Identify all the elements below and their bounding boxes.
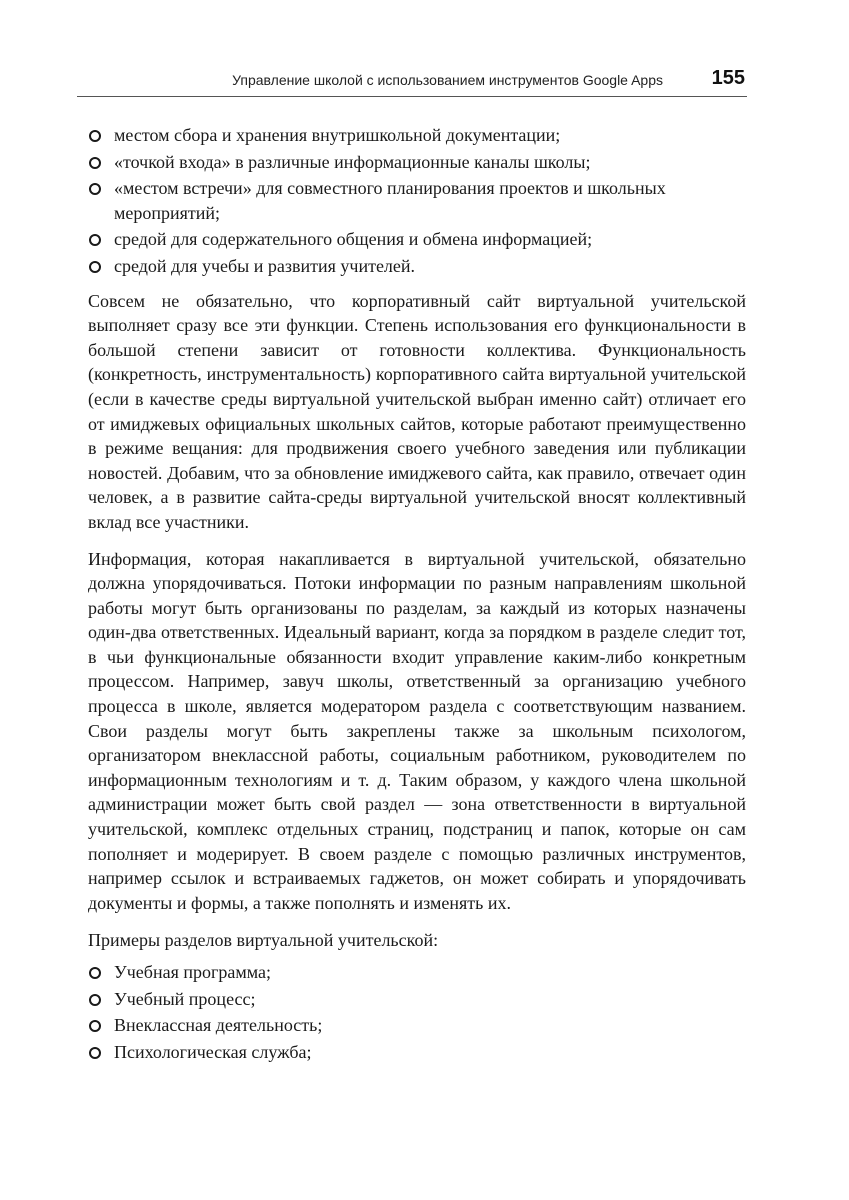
list-item-text: средой для учебы и развития учителей. bbox=[114, 255, 416, 276]
page-header bbox=[77, 66, 747, 97]
bullet-icon bbox=[89, 183, 101, 195]
list-item-text: «местом встречи» для совместного планирования проектов и школьных мероприятий; bbox=[114, 178, 666, 223]
page-body bbox=[88, 123, 746, 1066]
paragraph: Информация, которая накапливается в виртуальной учительской, обязательно должна упорядочиваться. Потоки информации по разным направлениям школьной работы могут быть организованы по разделам, за каждый из которых назначены один-два ответственных. Идеальный вариант, когда за порядком в разделе следит тот, в чьи функциональные обязанности входит управление каким-либо конкретным процессом. Например, завуч школы, ответственный за организацию учебного процесса в школе, является модератором раздела с соответствующим названием. Свои разделы могут быть закреплены также за школьным психологом, организатором внеклассной работы, социальным работником, руководителем по информационным технологиям и т. д. Таким образом, у каждого члена школьной администрации может быть свой раздел — зона ответственности в виртуальной учительской, комплекс отдельных страниц, подстраниц и папок, которые он сам пополняет и модерирует. В своем разделе с помощью различных инструментов, например ссылок и встраиваемых гаджетов, он может собирать и упорядочивать документы и формы, а также пополнять и изменять их. bbox=[88, 548, 746, 913]
list-item bbox=[88, 1040, 746, 1065]
list-item bbox=[88, 176, 746, 225]
list-item-text: Учебный процесс; bbox=[114, 988, 256, 1009]
list-item bbox=[88, 150, 746, 175]
list-item bbox=[88, 254, 746, 279]
list-item-text: Внеклассная деятельность; bbox=[114, 1015, 323, 1036]
list-item-text: «точкой входа» в различные информационные каналы школы; bbox=[114, 151, 591, 172]
list-item-text: средой для содержательного общения и обмена информацией; bbox=[114, 229, 593, 250]
page-number: 155 bbox=[711, 67, 745, 89]
bullet-icon bbox=[89, 157, 101, 169]
list-item bbox=[88, 987, 746, 1012]
list-item bbox=[88, 960, 746, 985]
bullet-icon bbox=[89, 1047, 101, 1059]
list-item-text: местом сбора и хранения внутришкольной документации; bbox=[114, 125, 561, 145]
functions-list bbox=[88, 123, 746, 279]
list-item-text: Учебная программа; bbox=[114, 962, 271, 982]
list-item-text: Психологическая служба; bbox=[114, 1041, 312, 1062]
bullet-icon bbox=[89, 994, 101, 1006]
list-item bbox=[88, 227, 746, 252]
sections-list bbox=[88, 960, 746, 1064]
bullet-icon bbox=[89, 130, 101, 142]
list-item bbox=[88, 1013, 746, 1038]
bullet-icon bbox=[89, 1020, 101, 1032]
bullet-icon bbox=[89, 967, 101, 979]
bullet-icon bbox=[89, 261, 101, 273]
paragraph: Совсем не обязательно, что корпоративный сайт виртуальной учительской выполняет сразу все эти функции. Степень использования его функциональности в большой степени зависит от готовности коллектива. Функциональность (конкретность, инструментальность) корпоративного сайта виртуальной учительской (если в качестве среды виртуальной учительской выбран именно сайт) отличает его от имиджевых официальных школьных сайтов, которые работают преимущественно в режиме вещания: для продвижения своего учебного заведения или публикации новостей. Добавим, что за обновление имиджевого сайта, как правило, отвечает один человек, а в развитие сайта-среды виртуальной учительской вносят коллективный вклад все участники. bbox=[88, 290, 746, 532]
bullet-icon bbox=[89, 234, 101, 246]
list-item bbox=[88, 123, 746, 148]
list-intro: Примеры разделов виртуальной учительской: bbox=[88, 930, 439, 951]
running-title: Управление школой с использованием инструментов Google Apps bbox=[232, 72, 663, 88]
